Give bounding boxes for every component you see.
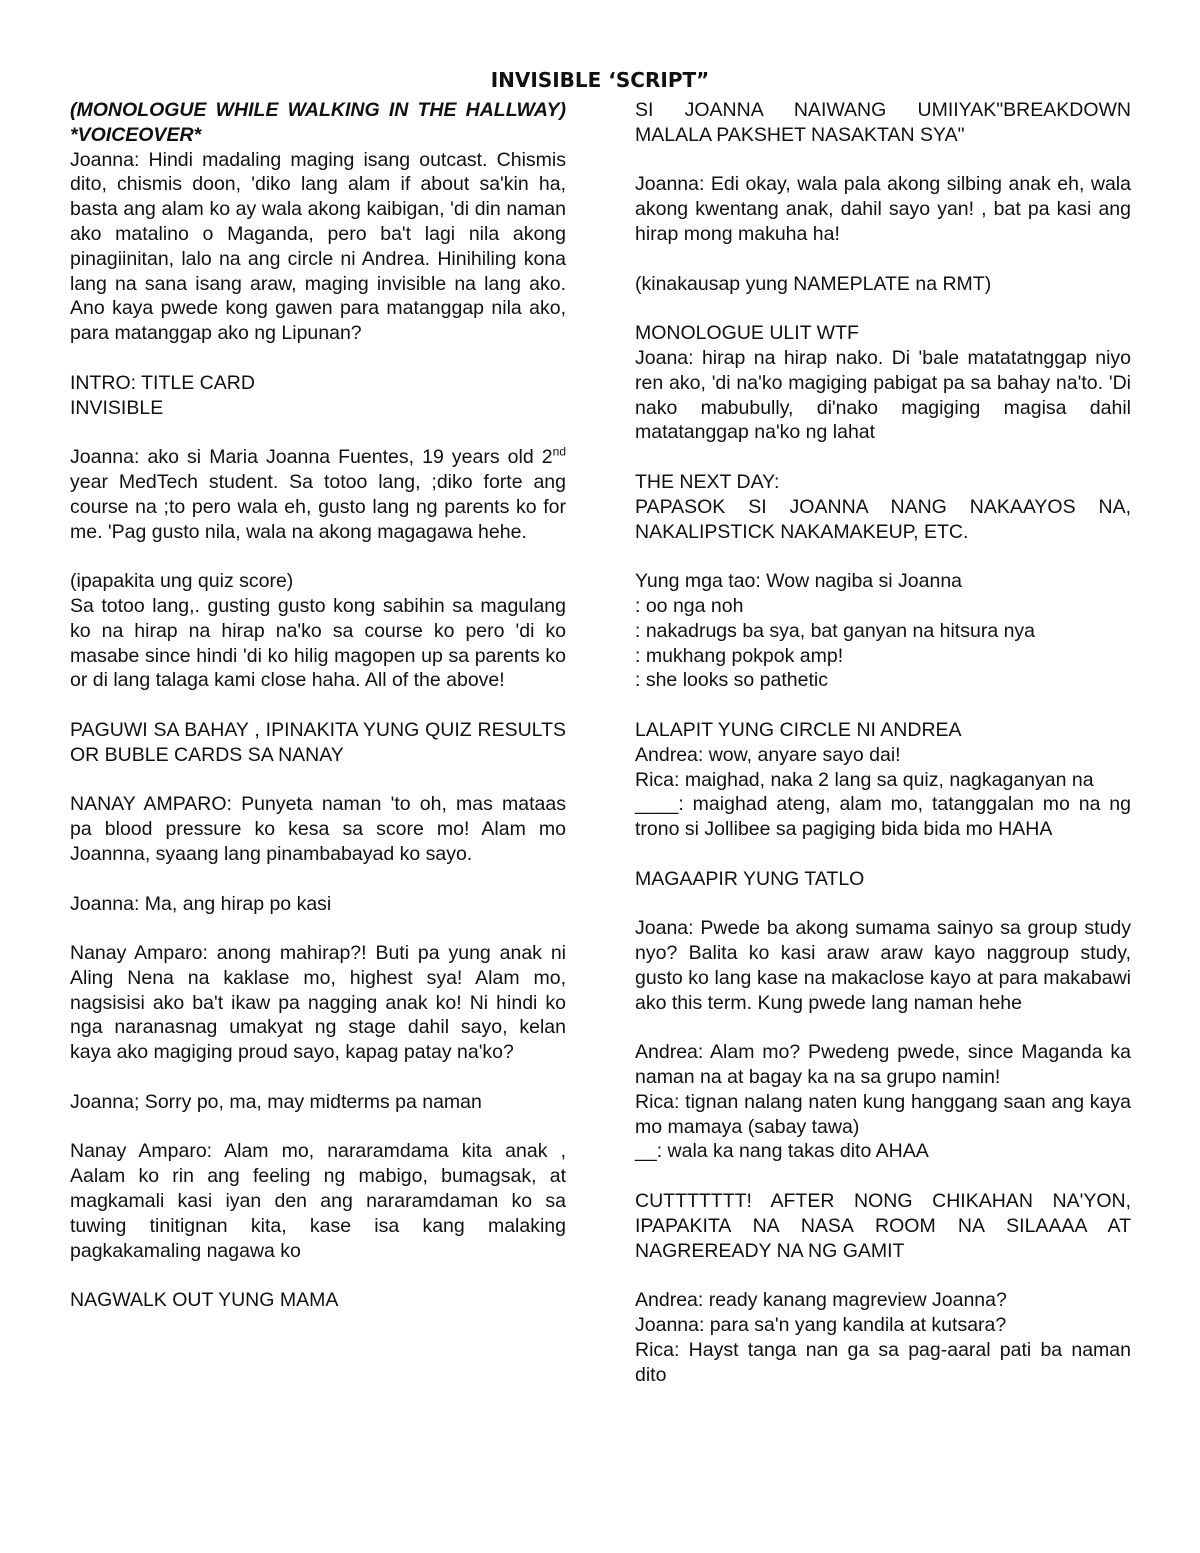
paragraph: Rica: tignan nalang naten kung hanggang saan ang kaya mo mamaya (sabay tawa) — [635, 1090, 1131, 1138]
superscript: nd — [552, 444, 566, 459]
paragraph: Yung mga tao: Wow nagiba si Joanna — [635, 570, 963, 593]
paragraph: Rica: Hayst tanga nan ga sa pag-aaral pati ba naman dito — [635, 1338, 1131, 1386]
paragraph: NAGWALK OUT YUNG MAMA — [70, 1289, 339, 1312]
paragraph: (ipapakita ung quiz score) — [70, 570, 294, 593]
paragraph: MONOLOGUE ULIT WTF — [635, 322, 859, 345]
paragraph: Joanna: Hindi madaling maging isang outcast. Chismis dito, chismis doon, 'diko lang alam if about sa'kin ha, basta ang alam ko ay wala akong kaibigan, 'di din naman ako matalino o Maganda, pero ba't lagi nila akong pinagiinitan, lalo na ang circle ni Andrea. Hinihiling kona lang na sana isang araw, maging invisible na lang ako. Ano kaya pwede kong gawen para matanggap nila ako, para matanggap ako ng Lipunan? — [70, 148, 566, 345]
paragraph: Andrea: wow, anyare sayo dai! — [635, 743, 901, 766]
paragraph: Sa totoo lang,. gusting gusto kong sabihin sa magulang ko na hirap na hirap na'ko sa course ko pero 'di ko masabe since hindi 'di ko hilig magopen up sa parents ko or di lang talaga kami close haha. All of the above! — [70, 594, 566, 692]
right-column — [635, 98, 1131, 1387]
paragraph: SI JOANNA NAIWANG UMIIYAK"BREAKDOWN MALALA PAKSHET NASAKTAN SYA" — [635, 99, 1131, 146]
paragraph: : oo nga noh — [635, 594, 744, 617]
paragraph: NANAY AMPARO: Punyeta naman 'to oh, mas mataas pa blood pressure ko kesa sa score mo! Alam mo Joannna, syaang lang pinambabayad ko sayo. — [70, 793, 566, 865]
paragraph: Joanna: para sa'n yang kandila at kutsara? — [635, 1314, 1007, 1337]
paragraph: INVISIBLE — [70, 396, 164, 419]
paragraph: Joana: Pwede ba akong sumama sainyo sa group study nyo? Balita ko kasi araw araw kayo naggroup study, gusto ko lang kase na makaclose kayo at para makabawi ako this term. Kung pwede lang naman hehe — [635, 917, 1131, 1014]
paragraph: THE NEXT DAY: — [635, 470, 780, 493]
paragraph: Rica: maighad, naka 2 lang sa quiz, nagkaganyan na — [635, 768, 1094, 791]
text-span: Joanna: ako si Maria Joanna Fuentes, 19 years old 2 — [70, 446, 553, 469]
paragraph: : she looks so pathetic — [635, 669, 828, 692]
paragraph: Joana: hirap na hirap nako. Di 'bale matatatnggap niyo ren ako, 'di na'ko magiging pabigat pa sa bahay na'to. 'Di nako mabubully, di'nako magiging magisa dahil matatanggap na'ko ng lahat — [635, 346, 1131, 444]
paragraph: Nanay Amparo: Alam mo, nararamdama kita anak , Aalam ko rin ang feeling ng mabigo, bumagsak, at magkamali kasi iyan den ang nararamdaman ko sa tuwing tinitignan kita, kase isa kang malaking pagkakamaling nagawa ko — [70, 1140, 566, 1262]
paragraph: (kinakausap yung NAMEPLATE na RMT) — [635, 272, 992, 295]
paragraph: INTRO: TITLE CARD — [70, 371, 255, 394]
paragraph: : nakadrugs ba sya, bat ganyan na hitsura nya — [635, 619, 1036, 642]
paragraph: PAPASOK SI JOANNA NANG NAKAAYOS NA, NAKALIPSTICK NAKAMAKEUP, ETC. — [635, 495, 1131, 543]
paragraph: Joanna: Ma, ang hirap po kasi — [70, 892, 332, 915]
paragraph: Nanay Amparo: anong mahirap?! Buti pa yung anak ni Aling Nena na kaklase mo, highest sya! Alam mo, nagsisisi ako ba't ikaw pa nagging anak ko! Ni hindi ko nga naranasnag umakyat ng stage dahil sayo, kelan kaya ako magiging proud sayo, kapag patay na'ko? — [70, 942, 566, 1064]
paragraph: LALAPIT YUNG CIRCLE NI ANDREA — [635, 718, 962, 741]
paragraph: MAGAAPIR YUNG TATLO — [635, 867, 865, 890]
paragraph — [70, 445, 566, 544]
scene-heading: (MONOLOGUE WHILE WALKING IN THE HALLWAY) *VOICEOVER* — [70, 99, 566, 146]
paragraph: Joanna: Edi okay, wala pala akong silbing anak eh, wala akong kwentang anak, dahil sayo yan! , bat pa kasi ang hirap mong makuha ha! — [635, 173, 1131, 245]
paragraph: Andrea: ready kanang magreview Joanna? — [635, 1289, 1007, 1312]
paragraph: : mukhang pokpok amp! — [635, 644, 844, 667]
paragraph: CUTTTTTTT! AFTER NONG CHIKAHAN NA'YON, IPAPAKITA NA NASA ROOM NA SILAAAA AT NAGREREADY NA NG GAMIT — [635, 1190, 1131, 1262]
left-column — [70, 98, 566, 1338]
paragraph: Joanna; Sorry po, ma, may midterms pa naman — [70, 1090, 482, 1113]
paragraph: PAGUWI SA BAHAY , IPINAKITA YUNG QUIZ RESULTS OR BUBLE CARDS SA NANAY — [70, 718, 566, 766]
document-title: INVISIBLE ‘SCRIPT” — [490, 68, 710, 92]
text-span: year MedTech student. Sa totoo lang, ;diko forte ang course na ;to pero wala eh, gusto lang ng parents ko for me. 'Pag gusto nila, wala na akong magagawa hehe. — [70, 470, 566, 543]
paragraph: ____: maighad ateng, alam mo, tatanggalan mo na ng trono si Jollibee sa pagiging bida bida mo HAHA — [635, 793, 1131, 841]
paragraph: __: wala ka nang takas dito AHAA — [635, 1140, 929, 1163]
paragraph: Andrea: Alam mo? Pwedeng pwede, since Maganda ka naman na at bagay ka na sa grupo namin! — [635, 1041, 1131, 1089]
